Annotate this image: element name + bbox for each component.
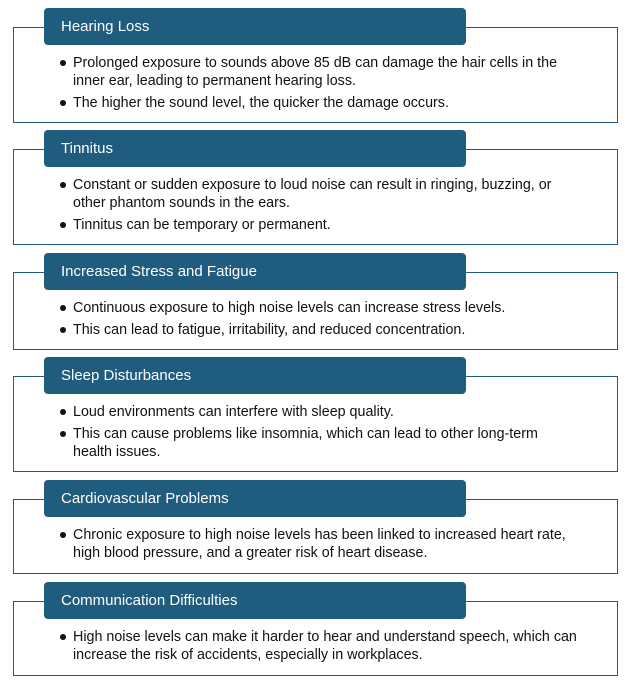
bullet-item: High noise levels can make it harder to hear and understand speech, which can increase the risk of accidents, especially in workplaces. xyxy=(60,628,580,664)
bullet-list xyxy=(60,176,580,238)
bullet-item: This can cause problems like insomnia, which can lead to other long-term health issues. xyxy=(60,425,580,461)
section-title: Sleep Disturbances xyxy=(44,357,466,394)
bullet-item: Chronic exposure to high noise levels has been linked to increased heart rate, high blood pressure, and a greater risk of heart disease. xyxy=(60,526,580,562)
bullet-item: Tinnitus can be temporary or permanent. xyxy=(60,216,580,234)
bullet-list xyxy=(60,54,580,116)
section-title: Hearing Loss xyxy=(44,8,466,45)
bullet-item: Prolonged exposure to sounds above 85 dB can damage the hair cells in the inner ear, leading to permanent hearing loss. xyxy=(60,54,580,90)
bullet-list xyxy=(60,299,580,343)
section-title: Communication Difficulties xyxy=(44,582,466,619)
bullet-item: This can lead to fatigue, irritability, and reduced concentration. xyxy=(60,321,580,339)
bullet-item: The higher the sound level, the quicker the damage occurs. xyxy=(60,94,580,112)
bullet-list xyxy=(60,628,580,668)
section-title: Cardiovascular Problems xyxy=(44,480,466,517)
bullet-list xyxy=(60,403,580,465)
bullet-item: Continuous exposure to high noise levels can increase stress levels. xyxy=(60,299,580,317)
section-title: Tinnitus xyxy=(44,130,466,167)
bullet-list xyxy=(60,526,580,566)
bullet-item: Loud environments can interfere with sleep quality. xyxy=(60,403,580,421)
section-title: Increased Stress and Fatigue xyxy=(44,253,466,290)
bullet-item: Constant or sudden exposure to loud noise can result in ringing, buzzing, or other phantom sounds in the ears. xyxy=(60,176,580,212)
